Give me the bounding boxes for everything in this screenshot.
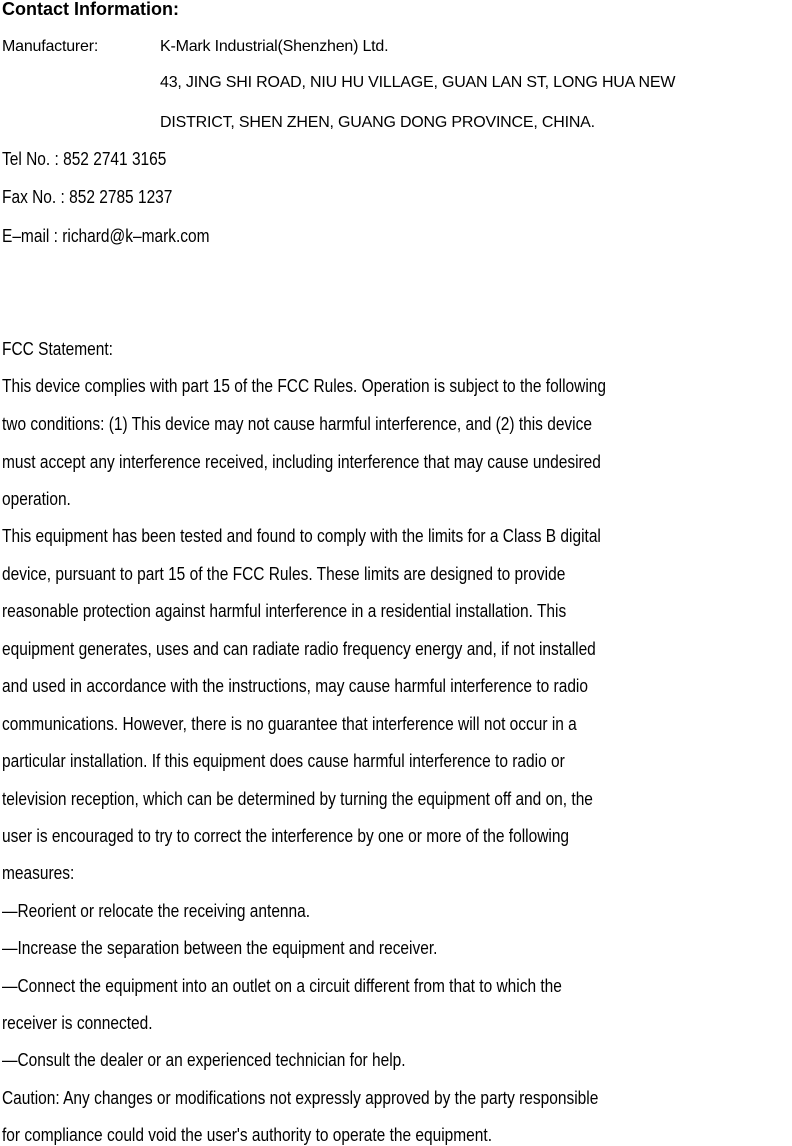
fcc-line: and used in accordance with the instructions, may cause harmful interference to radio <box>2 676 588 696</box>
fcc-line: television reception, which can be determined by turning the equipment off and on, the <box>2 789 593 809</box>
fcc-title: FCC Statement: <box>2 339 113 359</box>
fcc-line: measures: <box>2 863 75 883</box>
fcc-line: particular installation. If this equipment does cause harmful interference to radio or <box>2 751 565 771</box>
fcc-line: reasonable protection against harmful interference in a residential installation. This <box>2 601 567 621</box>
fax-number: Fax No. : 852 2785 1237 <box>2 187 173 207</box>
fcc-bullet: —Connect the equipment into an outlet on a circuit different from that to which the <box>2 976 562 996</box>
fcc-line: equipment generates, uses and can radiate radio frequency energy and, if not installed <box>2 639 596 659</box>
fcc-line: communications. However, there is no guarantee that interference will not occur in a <box>2 714 577 734</box>
fcc-line: This device complies with part 15 of the FCC Rules. Operation is subject to the following <box>2 376 607 396</box>
fcc-line: device, pursuant to part 15 of the FCC Rules. These limits are designed to provide <box>2 564 566 584</box>
fcc-line: operation. <box>2 489 71 509</box>
fcc-line: user is encouraged to try to correct the interference by one or more of the following <box>2 826 570 846</box>
fcc-caution: for compliance could void the user's authority to operate the equipment. <box>2 1125 493 1145</box>
fcc-line: two conditions: (1) This device may not cause harmful interference, and (2) this device <box>2 414 592 434</box>
manufacturer-label: Manufacturer: <box>2 38 99 55</box>
fcc-bullet: —Increase the separation between the equipment and receiver. <box>2 938 438 958</box>
fcc-caution: Caution: Any changes or modifications not expressly approved by the party responsible <box>2 1088 599 1108</box>
fcc-line: This equipment has been tested and found to comply with the limits for a Class B digital <box>2 526 601 546</box>
address-line-2: DISTRICT, SHEN ZHEN, GUANG DONG PROVINCE, CHINA. <box>160 114 595 131</box>
fcc-line: must accept any interference received, including interference that may cause undesired <box>2 452 601 472</box>
fcc-bullet: —Consult the dealer or an experienced technician for help. <box>2 1050 406 1070</box>
fcc-line: receiver is connected. <box>2 1013 153 1033</box>
fcc-bullet: —Reorient or relocate the receiving antenna. <box>2 901 311 921</box>
email-address: E–mail : richard@k–mark.com <box>2 226 210 246</box>
manufacturer-name: K-Mark Industrial(Shenzhen) Ltd. <box>160 38 389 55</box>
contact-heading: Contact Information: <box>2 0 179 19</box>
address-line-1: 43, JING SHI ROAD, NIU HU VILLAGE, GUAN LAN ST, LONG HUA NEW <box>160 74 676 91</box>
tel-number: Tel No. : 852 2741 3165 <box>2 149 167 169</box>
